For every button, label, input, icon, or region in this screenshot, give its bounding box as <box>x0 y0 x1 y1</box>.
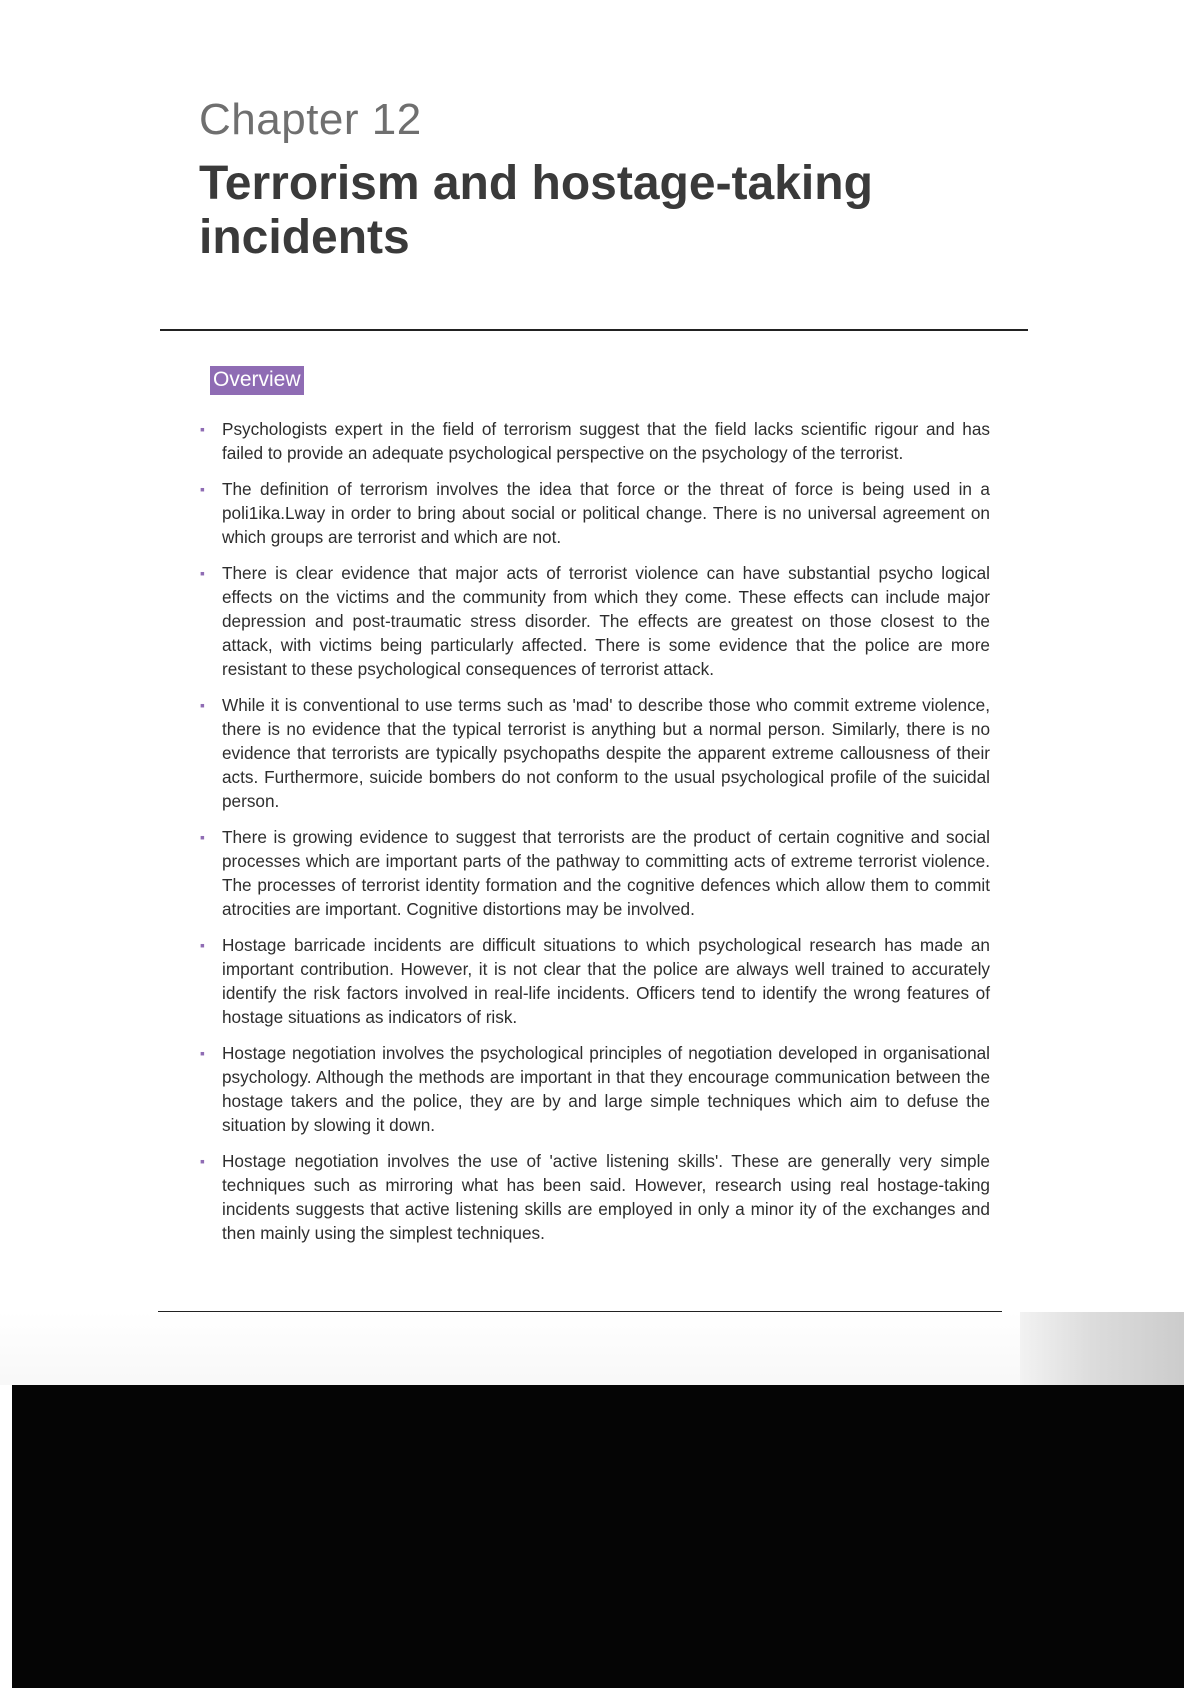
bullet-text: Hostage barricade incidents are difficult situations to which psychological research has made an important contribution. However, it is not clear that the police are always well trained to accurately identify the risk factors involved in real-life incidents. Officers tend to identify the wrong features of hostage situations as indicators of risk. <box>222 935 990 1027</box>
scan-background <box>12 1385 1198 1688</box>
overview-bullet <box>196 1149 990 1245</box>
chapter-title: Terrorism and hostage-taking incidents <box>199 157 873 264</box>
bullet-text: There is clear evidence that major acts of terrorist violence can have substantial psycho logical effects on the victims and the community from which they come. These effects can include major depression and post-traumatic stress disorder. The effects are greatest on those closest to the attack, with victims being particularly affected. There is some evidence that the police are more resistant to these psychological consequences of terrorist attack. <box>222 563 990 679</box>
bullet-marker-icon: ▪ <box>200 565 205 581</box>
overview-bullet <box>196 825 990 921</box>
overview-heading: Overview <box>210 366 304 395</box>
bullet-text: Hostage negotiation involves the use of 'active listening skills'. These are generally very simple techniques such as mirroring what has been said. However, research using real hostage-taking incidents suggests that active listening skills are employed in only a minor ity of the exchanges and then mainly using the simplest techniques. <box>222 1151 990 1243</box>
scan-edge-left <box>0 1385 12 1698</box>
overview-bullet <box>196 693 990 813</box>
bullet-marker-icon: ▪ <box>200 937 205 953</box>
bullet-text: Hostage negotiation involves the psychological principles of negotiation developed in organisational psychology. Although the methods are important in that they encourage communication between the hostage takers and the police, they are by and large simple techniques which aim to defuse the situation by slowing it down. <box>222 1043 990 1135</box>
scan-page-shadow <box>1020 1312 1200 1390</box>
bullet-marker-icon: ▪ <box>200 1045 205 1061</box>
bullet-marker-icon: ▪ <box>200 1153 205 1169</box>
bullet-marker-icon: ▪ <box>200 421 205 437</box>
overview-bullet <box>196 477 990 549</box>
bullet-text: The definition of terrorism involves the idea that force or the threat of force is being used in a poli1ika.Lway in order to bring about social or political change. There is no universal agreement on which groups are terrorist and which are not. <box>222 479 990 547</box>
bullet-text: There is growing evidence to suggest that terrorists are the product of certain cognitive and social processes which are important parts of the pathway to committing acts of extreme terrorist violence. The processes of terrorist identity formation and the cognitive defences which allow them to commit atrocities are important. Cognitive distortions may be involved. <box>222 827 990 919</box>
overview-bullet <box>196 1041 990 1137</box>
overview-bullet <box>196 561 990 681</box>
bullet-marker-icon: ▪ <box>200 481 205 497</box>
bullet-marker-icon: ▪ <box>200 829 205 845</box>
overview-bullet-list <box>196 417 990 1257</box>
bullet-marker-icon: ▪ <box>200 697 205 713</box>
scan-edge-right <box>1184 1312 1200 1698</box>
scan-edge-bottom <box>0 1688 1200 1698</box>
bullet-text: Psychologists expert in the field of terrorism suggest that the field lacks scientific rigour and has failed to provide an adequate psychological perspective on the psychology of the terrorist. <box>222 419 990 463</box>
chapter-label: Chapter 12 <box>199 95 422 144</box>
bullet-text: While it is conventional to use terms such as 'mad' to describe those who commit extreme violence, there is no evidence that the typical terrorist is anything but a normal person. Similarly, there is no evidence that terrorists are typically psychopaths despite the apparent extreme callousness of their acts. Furthermore, suicide bombers do not conform to the usual psychological profile of the suicidal person. <box>222 695 990 811</box>
overview-bullet <box>196 417 990 465</box>
top-divider <box>160 329 1028 331</box>
overview-bullet <box>196 933 990 1029</box>
